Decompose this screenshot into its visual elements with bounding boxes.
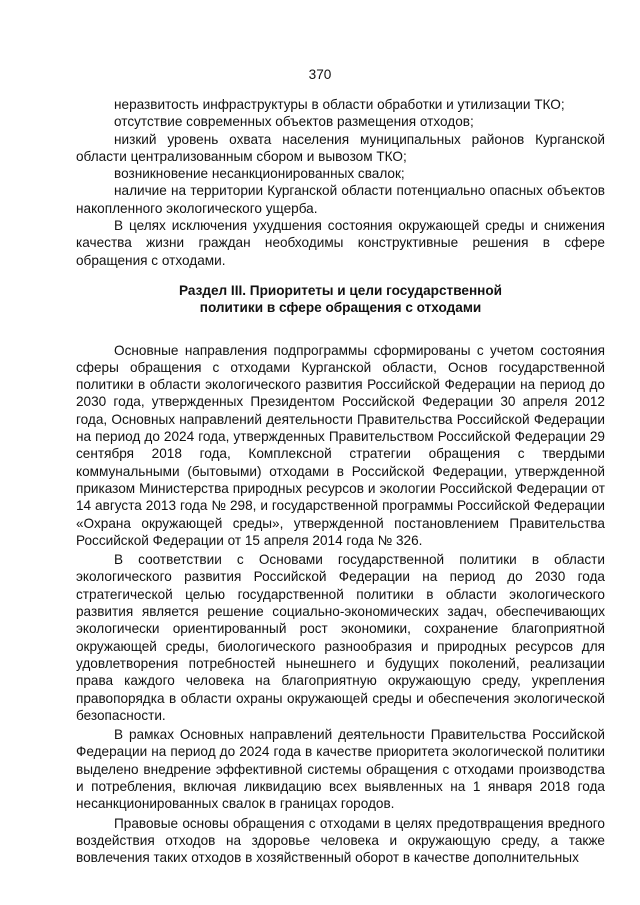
section-heading-line-2: политики в сфере обращения с отходами — [199, 300, 482, 316]
body-paragraph: В соответствии с Основами государственной политики в области экологического развития Российской Федерации на период до 2030 года стратегической целью государственной политики в области экологического развития является решение социально-экономических задач, обеспечивающих экологически ориентированный рост экономики, сохранение благоприятной окружающей среды, биологического разнообразия и природных ресурсов для удовлетворения потребностей нынешнего и будущих поколений, реализации права каждого человека на благоприятную окружающую среду, укрепления правопорядка в области охраны окружающей среды и обеспечения экологической безопасности. — [76, 552, 605, 723]
page-number: 370 — [308, 67, 332, 82]
intro-paragraph: неразвитость инфраструктуры в области обработки и утилизации ТКО; — [114, 97, 565, 112]
section-heading-line-1: Раздел III. Приоритеты и цели государственной — [178, 282, 503, 298]
intro-block — [76, 96, 605, 269]
intro-paragraph: отсутствие современных объектов размещения отходов; — [114, 114, 474, 130]
section-heading — [76, 282, 605, 317]
intro-paragraph: возникновение несанкционированных свалок; — [114, 166, 405, 182]
body-paragraph: В рамках Основных направлений деятельности Правительства Российской Федерации на период до 2024 года в качестве приоритета экологической политики выделено внедрение эффективной системы обращения с отходами производства и потребления, включая ликвидацию всех выявленных на 1 января 2018 года несанкционированных свалок в границах городов. — [76, 727, 605, 812]
intro-paragraph: В целях исключения ухудшения состояния окружающей среды и снижения качества жизни граждан необходимы конструктивные решения в сфере обращения с отходами. — [76, 218, 605, 268]
body-paragraph: Правовые основы обращения с отходами в целях предотвращения вредного воздействия отходов на здоровье человека и окружающую среду, а также вовлечения таких отходов в хозяйственный оборот в качестве дополнительных — [76, 815, 605, 866]
section-body — [76, 342, 605, 867]
intro-paragraph: низкий уровень охвата населения муниципальных районов Курганской области централизованным сбором и вывозом ТКО; — [76, 131, 605, 164]
page-content — [76, 96, 605, 866]
intro-paragraph: наличие на территории Курганской области потенциально опасных объектов накопленного экологического ущерба. — [76, 183, 605, 216]
body-paragraph: Основные направления подпрограммы сформированы с учетом состояния сферы обращения с отходами Курганской области, Основ государственной политики в области экологического развития Российской Федерации на период до 2030 года, утвержденных Президентом Российской Федерации 30 апреля 2012 года, Основных направлений деятельности Правительства Российской Федерации на период до 2024 года, утвержденных Правительством Российской Федерации 29 сентября 2018 года, Комплексной стратегии обращения с твердыми коммунальными (бытовыми) отходами в Российской Федерации, утвержденной приказом Министерства природных ресурсов и экологии Российской Федерации от 14 августа 2013 года № 298, и государственной программы Российской Федерации «Охрана окружающей среды», утвержденной постановлением Правительства Российской Федерации от 15 апреля 2014 года № 326. — [76, 342, 605, 548]
